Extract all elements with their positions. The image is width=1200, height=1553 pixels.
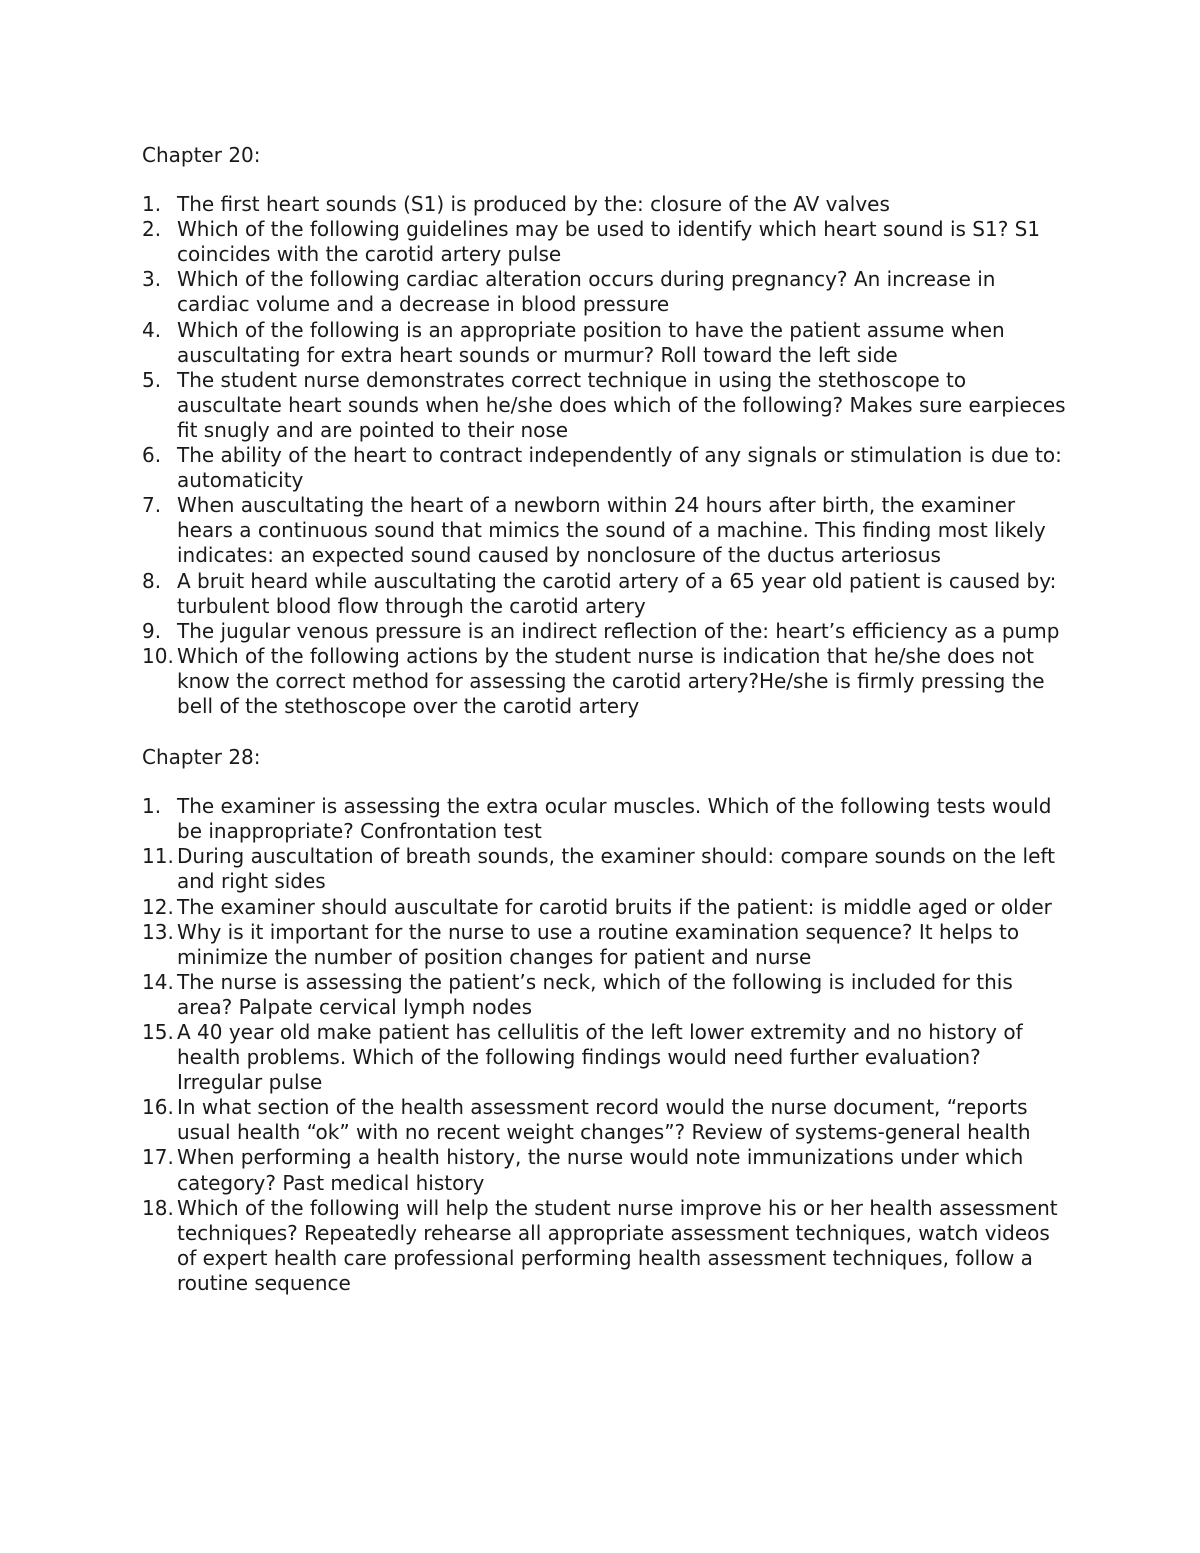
item-text: The ability of the heart to contract independently of any signals or stimulation is due to: automaticity <box>177 443 1062 493</box>
item-number: 12. <box>142 894 174 919</box>
item-number: 9. <box>142 618 162 643</box>
chapter-heading: Chapter 28: <box>142 745 261 770</box>
document-body <box>142 143 1072 1296</box>
list-item <box>142 318 1072 368</box>
item-text: The nurse is assessing the patient’s neck, which of the following is included for this area? Palpate cervical lymph nodes <box>177 969 1013 1019</box>
list-item <box>142 493 1072 568</box>
item-number: 8. <box>142 568 162 593</box>
list-item <box>142 1020 1072 1095</box>
item-text: The jugular venous pressure is an indirect reflection of the: heart’s efficiency as a pump <box>177 618 1060 643</box>
item-number: 10. <box>142 643 174 668</box>
list-item <box>142 794 1072 844</box>
item-number: 7. <box>142 493 162 518</box>
item-text: In what section of the health assessment record would the nurse document, “reports usual health “ok” with no recent weight changes”? Review of systems-general health <box>177 1095 1031 1145</box>
item-number: 4. <box>142 317 162 342</box>
item-text: During auscultation of breath sounds, the examiner should: compare sounds on the left and right sides <box>177 844 1055 894</box>
item-number: 13. <box>142 919 174 944</box>
question-list <box>142 794 1072 1296</box>
list-item <box>142 443 1072 493</box>
list-item <box>142 1145 1072 1195</box>
list-item <box>142 644 1072 719</box>
list-item <box>142 920 1072 970</box>
item-text: A 40 year old make patient has cellulitis of the left lower extremity and no history of health problems. Which of the following findings would need further evaluation? Irregular pulse <box>177 1020 1023 1095</box>
item-number: 15. <box>142 1020 174 1044</box>
item-text: Which of the following will help the student nurse improve his or her health assessment techniques? Repeatedly rehearse all appropriate assessment techniques, watch videos of expert health care professional performing health assessment techniques, follow a routine sequence <box>177 1195 1058 1295</box>
list-item <box>142 192 1072 217</box>
item-number: 2. <box>142 217 162 242</box>
item-text: The first heart sounds (S1) is produced by the: closure of the AV valves <box>177 192 890 217</box>
item-number: 18. <box>142 1195 174 1220</box>
list-item <box>142 1095 1072 1145</box>
item-text: A bruit heard while auscultating the carotid artery of a 65 year old patient is caused by: turbulent blood flow through the carotid artery <box>177 568 1057 618</box>
list-item <box>142 569 1072 619</box>
list-item <box>142 844 1072 894</box>
list-item <box>142 619 1072 644</box>
item-text: Why is it important for the nurse to use a routine examination sequence? It helps to minimize the number of position changes for patient and nurse <box>177 919 1020 969</box>
list-item <box>142 895 1072 920</box>
item-text: The student nurse demonstrates correct technique in using the stethoscope to auscultate heart sounds when he/she does which of the following? Makes sure earpieces fit snugly and are pointed to their nose <box>177 367 1066 442</box>
item-number: 1. <box>142 192 162 217</box>
item-number: 5. <box>142 367 162 392</box>
list-item <box>142 267 1072 317</box>
item-text: Which of the following actions by the student nurse is indication that he/she does not know the correct method for assessing the carotid artery?He/she is firmly pressing the bell of the stethoscope over the carotid artery <box>177 643 1045 718</box>
item-number: 14. <box>142 969 174 994</box>
item-text: When auscultating the heart of a newborn within 24 hours after birth, the examiner hears a continuous sound that mimics the sound of a machine. This finding most likely indicates: an expected sound caused by nonclosure of the ductus arteriosus <box>177 493 1046 568</box>
item-text: The examiner is assessing the extra ocular muscles. Which of the following tests would be inappropriate? Confrontation test <box>177 794 1052 844</box>
item-text: When performing a health history, the nurse would note immunizations under which category? Past medical history <box>177 1145 1024 1195</box>
item-number: 6. <box>142 443 162 468</box>
item-text: Which of the following guidelines may be used to identify which heart sound is S1? S1 coincides with the carotid artery pulse <box>177 217 1041 267</box>
list-item <box>142 970 1072 1020</box>
list-item <box>142 368 1072 443</box>
item-number: 3. <box>142 267 162 292</box>
chapter-heading: Chapter 20: <box>142 143 261 167</box>
item-number: 17. <box>142 1145 174 1170</box>
item-text: The examiner should auscultate for carotid bruits if the patient: is middle aged or older <box>177 894 1052 919</box>
item-text: Which of the following is an appropriate position to have the patient assume when auscultating for extra heart sounds or murmur? Roll toward the left side <box>177 317 1005 367</box>
item-number: 16. <box>142 1095 174 1120</box>
item-text: Which of the following cardiac alteration occurs during pregnancy? An increase in cardiac volume and a decrease in blood pressure <box>177 267 996 317</box>
item-number: 1. <box>142 794 162 819</box>
list-item <box>142 217 1072 267</box>
list-item <box>142 1196 1072 1296</box>
question-list <box>142 192 1072 719</box>
item-number: 11. <box>142 844 174 869</box>
